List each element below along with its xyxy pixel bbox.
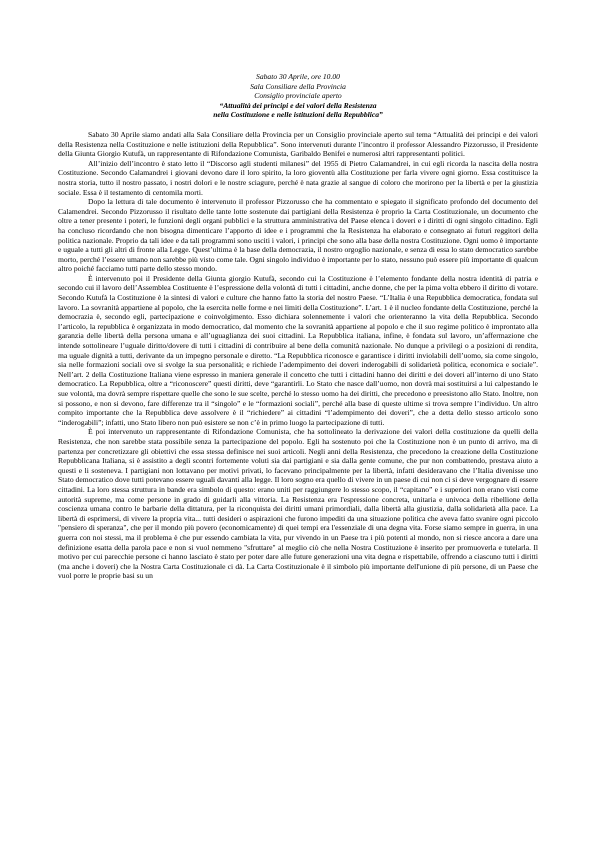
paragraph: È intervenuto poi il Presidente della Giunta giorgio Kutufà, secondo cui la Costituzione è l’elemento fondante della nostra identità di patria e secondo cui il lavoro dell’Assemblea Costituente è l’espressione della volontà di tutti i cittadini, anche donne, che per la pima volta ebbero il diritto di votare. Secondo Kutufà la Costituzione è la sintesi di valori e culture che hanno fatto la storia del nostro Paese. “L’Italia è una Repubblica democratica, fondata sul lavoro. La sovranità appartiene al popolo, che la esercita nelle forme e nei limiti della Costituzione”. L’art. 1 è il nucleo fondante della Costituzione, perché la democrazia è, secondo egli, partecipazione e coinvolgimento. Esso dichiara solennemente i valori che orienteranno la vita della Repubblica. Secondo l’articolo, la repubblica è organizzata in modo democratico, dal momento che la sovranità appartiene al popolo e che il suo regime politico è improntato alla garanzia delle libertà della persona umana e all’uguaglianza dei suoi cittadini. La Repubblica italiana, infine, è fondata sul lavoro, un’affermazione che intende sottolineare l’uguale diritto/dovere di tutti i cittadini di contribuire al bene della comunità nazionale. No dunque a privilegi o a posizioni di rendita, ma uguale dignità a tutti, derivante da un impegno personale e diretto. “La Repubblica riconosce e garantisce i diritti inviolabili dell’uomo, sia come singolo, sia nelle formazioni sociali ove si svolge la sua personalità; e richiede l’adempimento dei doveri inderogabili di solidarietà politica, economica e sociale”. Nell’art. 2 della Costituzione Italiana viene espresso in maniera generale il concetto che tutti i cittadini hanno dei diritti e dei doveri all’interno di uno Stato democratico. La Repubblica, oltre a “riconoscere” questi diritti, deve “garantirli. Lo Stato che nasce dall’uomo, non dovrà mai sostituirsi a lui calpestando le sue volontà, ma dovrà sempre rispettare quelle che sono le sue scelte, perché lo stesso uomo ha dei diritti, che precedono e preesistono allo Stato. Inoltre, non si possono, e non si devono, fare differenze tra il “singolo” e le “formazioni sociali”, perché alla base di queste ultime si trova sempre l’individuo. Un altro compito importante che la Repubblica deve assolvere è il “richiedere” ai cittadini “l’adempimento dei doveri”, che a detta dello stesso articolo sono “inderogabili”; infatti, uno Stato libero non può esistere se non c’è in primo luogo la partecipazione di tutti.: [58, 273, 538, 427]
paragraph: All’inizio dell’incontro è stato letto il “Discorso agli studenti milanesi” del 1955 di Pietro Calamandrei, in cui egli ricorda la nascita della nostra Costituzione. Secondo Calamandrei i giovani devono dare il loro spirito, la loro gioventù alla Costituzione per farla vivere ogni giorno. Essa costituisce la nostra storia, tutto il nostro passato, i nostri dolori e le nostre sciagure, perché è nata grazie al sangue di coloro che morirono per la libertà e per la giustizia sociale. Essa è il testamento di centomila morti.: [58, 158, 538, 197]
event-venue: Sala Consiliare della Provincia: [250, 81, 346, 91]
paragraph: È poi intervenuto un rappresentante di Rifondazione Comunista, che ha sottolineato la derivazione dei valori della costituzione da quelli della Resistenza, che non sarebbe stata possibile senza la partecipazione del popolo. Egli ha sostenuto poi che la Costituzione non è un punto di arrivo, ma di partenza per concretizzare gli obiettivi che essa stessa definisce nei suoi articoli. Negli anni della Resistenza, che precedono la creazione della Costituzione Repubblicana Italiana, si è assistito a degli scontri fortemente voluti sia dai partigiani e sia dalla gente comune, che pur non combattendo, prestava aiuto a questi e li sosteneva. I partigiani non lottavano per motivi privati, lo facevano principalmente per la libertà, infatti desideravano che l’Italia divenisse uno Stato democratico dove tutti potevano essere uguali davanti alla legge. Il loro sogno era quello di vivere in un paese di cui non ci si deve vergognare di essere cittadini. La loro stessa struttura in bande era simbolo di questo: erano uniti per raggiungere lo stesso scopo, il “capitano” e i superiori non erano visti come autorità supreme, ma come persone in grado di guidarli alla vittoria. La Resistenza era l'espressione concreta, unitaria e univoca della ribellione della coscienza umana contro le barbarie della dittatura, per la riconquista dei diritti umani primordiali, dalla libertà alla giustizia, dalla solidarietà alla pace. La libertà di esprimersi, di vivere la propria vita... tutti desideri o aspirazioni che furono impediti da una situazione politica che aveva fatto svanire ogni piccolo "pensiero di speranza", che per il mondo più povero (economicamente) di quei tempi era l'essenziale di una degna vita. Forse siamo sempre in guerra, in una guerra con noi stessi, ma il problema è che pur essendo cambiata la vita, pur vivendo in un Paese tra i più potenti al mondo, non si riesce ancora a dare una definizione esatta della parola pace e non si vuol nemmeno "sfruttare" al meglio ciò che nella Nostra Costituzione è inserito per promuoverla e tutelarla. Il motivo per cui parecchie persone ci hanno lasciato è stato per poter dare alle future generazioni una vita degna e rispettabile, offrendo a ciascuno tutti i diritti (ma anche i doveri) che la Nostra Carta Costituzionale ci dà. La Carta Costituzionale è il simbolo più importante dell'unione di più persone, di un Paese che vuol porre le proprie basi su un: [58, 427, 538, 581]
event-title-line2: nella Costituzione e nelle istituzioni della Repubblica”: [213, 110, 383, 120]
event-title-line1: “Attualità dei principi e dei valori della Resistenza: [219, 100, 377, 110]
paragraph: Sabato 30 Aprile siamo andati alla Sala Consiliare della Provincia per un Consiglio provinciale aperto sul tema “Attualità dei principi e dei valori della Resistenza nella Costituzione e nelle istituzioni della Repubblica”. Sono intervenuti durante l’incontro il professor Alessandro Pizzorusso, il Presidente della Giunta Giorgio Kutufà, un rappresentante di Rifondazione Comunista, Garibaldo Benifei e numerosi altri rappresentanti politici.: [58, 129, 538, 159]
event-date: Sabato 30 Aprile, ore 10.00: [256, 72, 340, 81]
document-heading: [58, 72, 538, 120]
paragraph: Dopo la lettura di tale documento è intervenuto il professor Pizzorusso che ha commentato e spiegato il significato profondo del documento del Calamendrei. Secondo Pizzorusso il risultato delle tante lotte sostenute dai partigiani della Resistenza è proprio la Carta Costituzionale, un documento che oltre a tener presente i poteri, le funzioni degli organi pubblici e la struttura amministrativa del Paese elenca i doveri e i diritti di ogni singolo cittadino. Egli ha concluso ricordando che non bisogna dimenticare l’apporto di idee e i programmi che la Resistenza ha elaborato e consegnato ai futuri reggitori della politica nazionale. Proprio da tali idee e da tali programmi sono usciti i valori, i principi che sono alla base della nostra Costituzione. Ogni uomo è importante e uguale a tutti gli altri di fronte alla Legge. Quest’ultima è la base della democrazia, il nostro orgoglio nazionale, e senza di essa lo stato democratico sarebbe morto, perché l’essere umano non sarebbe più visto come tale. Ogni singolo individuo è importante per lo stato, nessuno può essere più importante di qualcun altro poiché facciamo tutti parte dello stesso mondo.: [58, 197, 538, 274]
document-body: [58, 130, 538, 581]
event-type: Consiglio provinciale aperto: [254, 91, 342, 101]
